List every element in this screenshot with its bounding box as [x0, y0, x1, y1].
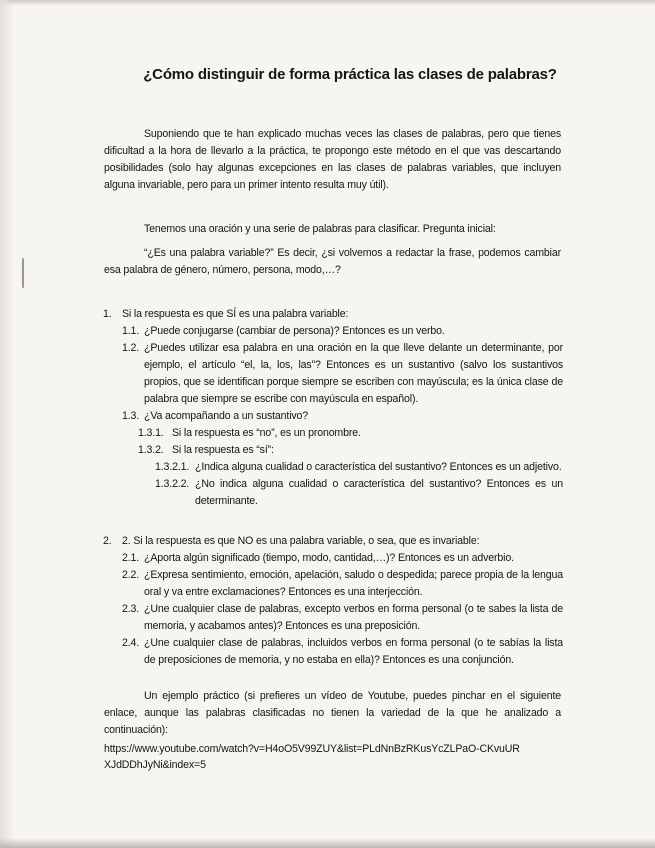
page-left-shadow — [0, 0, 14, 848]
list-text: ¿Indica alguna cualidad o característica del sustantivo? Entonces es un adjetivo. — [195, 461, 562, 473]
paper-mark — [22, 258, 24, 288]
list-item — [103, 442, 563, 459]
list-item — [103, 476, 563, 510]
list-number: 1.3.2. — [138, 444, 164, 456]
list-number: 2.3. — [122, 603, 140, 615]
list-item — [103, 635, 563, 669]
list-item — [103, 425, 563, 442]
list-number: 1.3.2.2. — [155, 478, 190, 490]
list-item — [103, 306, 563, 323]
variable-words-section — [103, 306, 563, 510]
example-paragraph: Un ejemplo práctico (si prefieres un vídeo de Youtube, puedes pinchar en el siguiente enlace, aunque las palabras clasificadas no tienen la variedad de la que he analizado a continuación): — [104, 690, 561, 736]
list-text: ¿Puedes utilizar esa palabra en una oración en la que lleve delante un determinante, por ejemplo, el artículo “el, la, los, las”? Entonces es un sustantivo (salvo los sustantivos propios, que se identifican porque siempre se escriben con mayúscula; es la única clase de palabra que siempre se escribe con mayúscula en español). — [144, 342, 563, 405]
list-number: 2.4. — [122, 637, 140, 649]
list-item — [103, 323, 563, 340]
list-number: 2. — [103, 535, 112, 547]
list-text: ¿No indica alguna cualidad o característica del sustantivo? Entonces es un determinante. — [195, 478, 563, 507]
list-number: 1.2. — [122, 342, 140, 354]
page-top-edge — [0, 0, 655, 6]
list-number: 1.3. — [122, 410, 140, 422]
list-number: 1.1. — [122, 325, 140, 337]
list-number: 1. — [103, 308, 112, 320]
list-text: ¿Une cualquier clase de palabras, excepto verbos en forma personal (o te sabes la lista de memoria, y acabamos antes)? Entonces es una preposición. — [144, 603, 563, 632]
list-text: 2. Si la respuesta es que NO es una palabra variable, o sea, que es invariable: — [122, 535, 480, 547]
list-item — [103, 601, 563, 635]
intro-paragraph: Suponiendo que te han explicado muchas veces las clases de palabras, pero que tienes dificultad a la hora de llevarlo a la práctica, te propongo este método en el que vas descartando posibilidades (solo hay algunas excepciones en las clases de palabras variables, que incluyen alguna invariable, pero para un primer intento resulta muy útil). — [104, 128, 561, 191]
list-item — [103, 550, 563, 567]
list-item — [103, 533, 563, 550]
list-item — [103, 408, 563, 425]
list-item — [103, 459, 563, 476]
list-text: ¿Va acompañando a un sustantivo? — [144, 410, 309, 422]
page-title: ¿Cómo distinguir de forma práctica las clases de palabras? — [143, 66, 557, 83]
list-number: 1.3.1. — [138, 427, 164, 439]
list-item — [103, 567, 563, 601]
list-text: ¿Aporta algún significado (tiempo, modo, cantidad,…)? Entonces es un adverbio. — [144, 552, 514, 564]
list-number: 2.2. — [122, 569, 140, 581]
list-text: Si la respuesta es que SÍ es una palabra variable: — [122, 308, 349, 320]
list-text: Si la respuesta es “sí”: — [172, 444, 274, 456]
youtube-link[interactable]: https://www.youtube.com/watch?v=H4oO5V99ZUY&list=PLdNnBzRKusYcZLPaO-CKvuURXJdDDhJyNi&index=5 — [104, 743, 520, 771]
list-number: 1.3.2.1. — [155, 461, 190, 473]
invariable-words-section — [103, 533, 563, 669]
setup-paragraph: Tenemos una oración y una serie de palabras para clasificar. Pregunta inicial: — [144, 223, 496, 235]
list-item — [103, 340, 563, 408]
list-text: Si la respuesta es “no”, es un pronombre. — [172, 427, 361, 439]
page-bottom-edge — [0, 838, 655, 848]
list-text: ¿Une cualquier clase de palabras, incluidos verbos en forma personal (o te sabías la lista de preposiciones de memoria, y no estaba en ella)? Entonces es una conjunción. — [144, 637, 563, 666]
list-number: 2.1. — [122, 552, 140, 564]
list-text: ¿Puede conjugarse (cambiar de persona)? Entonces es un verbo. — [144, 325, 445, 337]
question-paragraph: “¿Es una palabra variable?” Es decir, ¿si volvemos a redactar la frase, podemos cambiar esa palabra de género, número, persona, modo,…? — [104, 247, 561, 276]
list-text: ¿Expresa sentimiento, emoción, apelación, saludo o despedida; parece propia de la lengua oral y va entre exclamaciones? Entonces es una interjección. — [144, 569, 563, 598]
